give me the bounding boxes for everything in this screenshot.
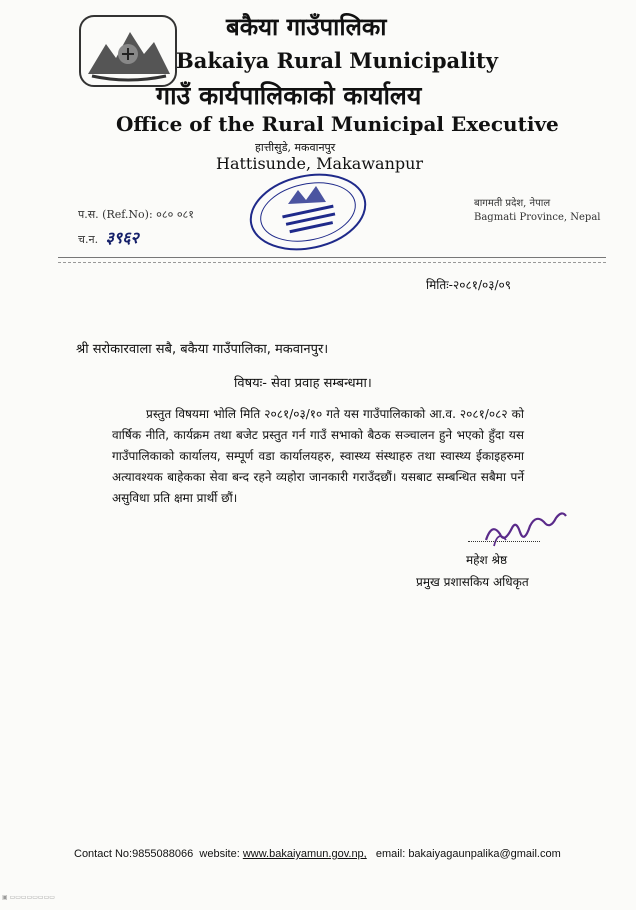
header-divider-dashed [58,262,606,263]
contact-number: Contact No:9855088066 [74,848,194,860]
signatory-title: प्रमुख प्रशासकिय अधिकृत [416,575,529,589]
location-nepali: हात्तीसुडे, मकवानपुर [255,141,336,154]
website-link[interactable]: www.bakaiyamun.gov.np, [242,848,367,860]
province-nepali: बागमती प्रदेश, नेपाल [474,198,551,209]
letter-subject: विषयः- सेवा प्रवाह सम्बन्धमा। [234,376,372,391]
office-name-nepali: गाउँ कार्यपालिकाको कार्यालय [156,81,422,110]
location-english: Hattisunde, Makawanpur [216,154,424,173]
signature-line [468,541,540,542]
footer-contact [74,848,561,860]
official-stamp-icon [242,170,370,252]
office-name-english: Office of the Rural Municipal Executive [116,112,559,136]
email-label: email: [375,848,406,860]
addressee: श्री सरोकारवाला सबै, बकैया गाउँपालिका, मकवानपुर। [76,342,329,357]
dispatch-number-label: च.न. [78,233,99,246]
municipality-name-nepali: बकैया गाउँपालिका [226,12,387,41]
reference-number: प.स. (Ref.No): ०८० ०८१ [78,208,194,221]
scanner-watermark-icon: ▣ ▭▭▭▭▭▭▭▭ [2,894,55,901]
dispatch-number [78,226,139,248]
municipality-name-english: Bakaiya Rural Municipality [176,48,498,73]
website-label: website: [199,848,240,860]
letter-date: मितिः-२०८१/०३/०९ [426,278,511,292]
dispatch-number-value: ३९६२ [105,228,139,247]
province-english: Bagmati Province, Nepal [474,212,601,223]
email-address[interactable]: bakaiyagaunpalika@gmail.com [408,848,561,860]
signatory-name: महेश श्रेष्ठ [466,553,508,567]
letter-body: प्रस्तुत विषयमा भोलि मिति २०८१/०३/१० गते यस गाउँपालिकाको आ.व. २०८१/०८२ को वार्षिक नीति, कार्यक्रम तथा बजेट प्रस्तुत गर्न गाउँ सभाको बैठक सञ्चालन हुने भएको हुँदा यस गाउँपालिकाको कार्यालय, सम्पूर्ण वडा कार्यालयहरु, स्वास्थ्य संस्थाहरु तथा स्वास्थ्य ईकाइहरुमा अत्यावश्यक बाहेकका सेवा बन्द रहने व्यहोरा जानकारी गराउँदछौं। यसबाट सम्बन्धित सबैमा पर्ने असुविधा प्रति क्षमा प्रार्थी छौं। [112,407,524,505]
nepal-emblem-icon [78,14,178,88]
header-divider [58,257,606,258]
